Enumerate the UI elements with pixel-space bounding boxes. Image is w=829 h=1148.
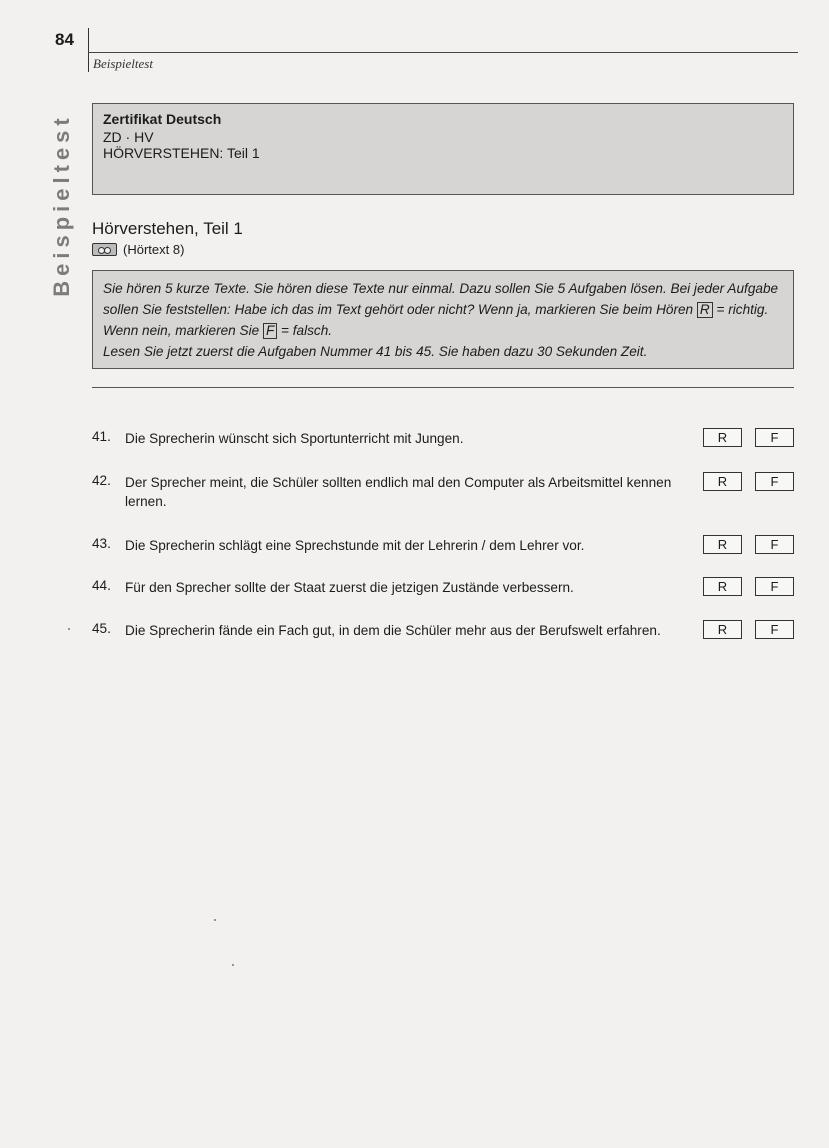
header-divider-vertical (88, 28, 89, 72)
header-divider-horizontal (88, 52, 798, 53)
answer-f-box[interactable]: F (755, 472, 794, 491)
certificate-code: ZD · HV (103, 129, 154, 145)
section-title: Hörverstehen, Teil 1 (92, 219, 243, 238)
answer-f-box[interactable]: F (755, 428, 794, 447)
audio-reference (92, 242, 184, 257)
question-text: Für den Sprecher sollte der Staat zuerst die jetzigen Zustände verbessern. (125, 580, 574, 595)
question-number: 42. (92, 473, 111, 488)
answer-r-box[interactable]: R (703, 535, 742, 554)
instructions-text-c: = falsch. (277, 323, 333, 338)
question-text: Die Sprecherin schlägt eine Sprechstunde mit der Lehrerin / dem Lehrer vor. (125, 538, 585, 553)
page-number: 84 (55, 30, 74, 49)
speck (68, 628, 70, 630)
section-separator (92, 387, 794, 388)
speck (232, 964, 234, 966)
instructions-paragraph-2: Lesen Sie jetzt zuerst die Aufgaben Nummer 41 bis 45. Sie haben dazu 30 Sekunden Zeit. (103, 344, 648, 359)
instructions-box (92, 270, 794, 369)
answer-r-box[interactable]: R (703, 472, 742, 491)
answer-r-box[interactable]: R (703, 577, 742, 596)
side-label-text: Beispieltest (49, 113, 74, 297)
answer-f-box[interactable]: F (755, 535, 794, 554)
certificate-title: Zertifikat Deutsch (103, 111, 222, 127)
side-label (42, 100, 82, 310)
question-number: 44. (92, 578, 111, 593)
question-text: Die Sprecherin wünscht sich Sportunterricht mit Jungen. (125, 431, 464, 446)
speck (214, 919, 216, 921)
question-number: 45. (92, 621, 111, 636)
answer-f-box[interactable]: F (755, 577, 794, 596)
instructions-text-b: = richtig. Wenn nein, markieren Sie (103, 302, 769, 338)
instructions-text-a: Sie hören 5 kurze Texte. Sie hören diese Texte nur einmal. Dazu sollen Sie 5 Aufgaben lösen. Bei jeder Aufgabe sollen Sie feststellen: Habe ich das im Text gehört oder nicht? Wenn ja, markieren Sie beim Hören (103, 281, 779, 317)
audio-reference-label: (Hörtext 8) (123, 242, 185, 257)
running-header: Beispieltest (93, 56, 153, 71)
question-number: 43. (92, 536, 111, 551)
answer-r-box[interactable]: R (703, 620, 742, 639)
question-text: Die Sprecherin fände ein Fach gut, in dem die Schüler mehr aus der Berufswelt erfahren. (125, 623, 661, 638)
instructions-paragraph-1 (103, 278, 783, 341)
answer-f-box[interactable]: F (755, 620, 794, 639)
certificate-box (92, 103, 794, 195)
richtig-box: R (697, 302, 713, 318)
falsch-box: F (263, 323, 277, 339)
answer-r-box[interactable]: R (703, 428, 742, 447)
question-number: 41. (92, 429, 111, 444)
certificate-part: HÖRVERSTEHEN: Teil 1 (103, 145, 260, 161)
cassette-icon (92, 243, 117, 256)
question-text: Der Sprecher meint, die Schüler sollten endlich mal den Computer als Arbeitsmittel kennen lernen. (125, 475, 672, 509)
